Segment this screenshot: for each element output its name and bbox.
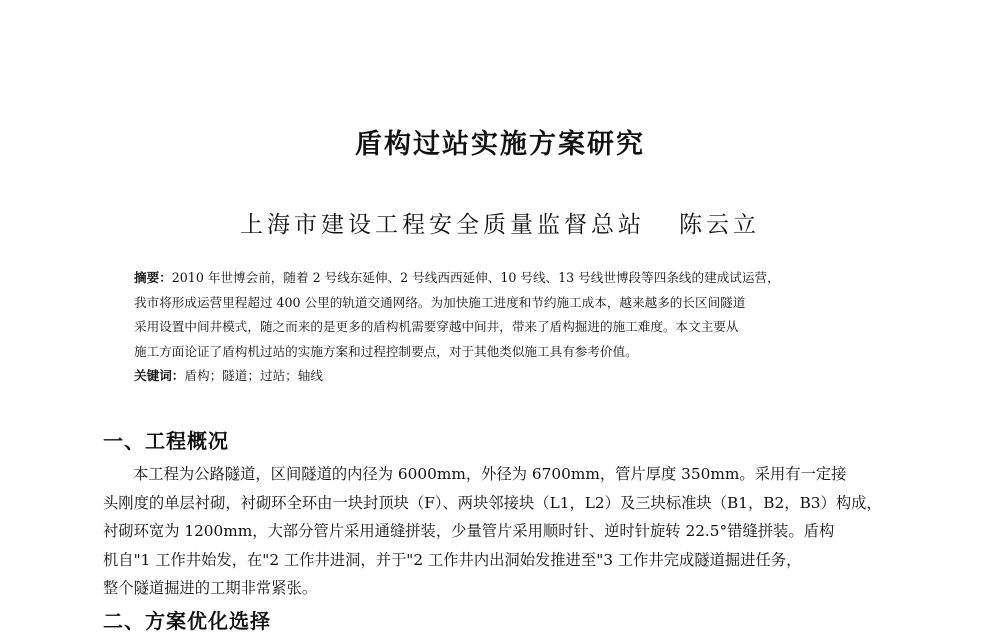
paragraph-line: 机自"1 工作井始发，在"2 工作井进洞，并于"2 工作井内出洞始发推进至"3 工作井完成隧道掘进任务，: [103, 550, 802, 569]
paragraph-line: 本工程为公路隧道，区间隧道的内径为 6000mm，外径为 6700mm，管片厚度 350mm。采用有一定接: [133, 465, 847, 483]
abstract: [134, 266, 874, 389]
paper-title: 盾构过站实施方案研究: [355, 129, 645, 160]
abstract-line: 我市将形成运营里程超过 400 公里的轨道交通网络。为加快施工进度和节约施工成本，越来越多的长区间隧道: [134, 294, 746, 310]
keywords: 盾构；隧道；过站；轴线: [184, 368, 323, 383]
abstract-label: 摘要：: [134, 270, 172, 285]
paragraph-line: 整个隧道掘进的工期非常紧张。: [103, 579, 318, 598]
author-name: 陈云立: [679, 212, 760, 238]
abstract-line: 采用设置中间井模式，随之而来的是更多的盾构机需要穿越中间井，带来了盾构掘进的施工难度。本文主要从: [134, 319, 739, 334]
keywords-label: 关键词：: [134, 368, 185, 383]
byline: [0, 206, 1000, 239]
keywords-line: [134, 364, 874, 389]
author-organization: 上海市建设工程安全质量监督总站: [240, 212, 645, 238]
paragraph-line: 衬砌环宽为 1200mm，大部分管片采用通缝拼装，少量管片采用顺时针、逆时针旋转 22.5°错缝拼装。盾构: [103, 522, 835, 541]
section-heading-1: 一、工程概况: [103, 429, 229, 453]
abstract-line: 施工方面论证了盾构机过站的实施方案和过程控制要点，对于其他类似施工具有参考价值。: [134, 343, 638, 359]
section-1-body: [103, 460, 913, 603]
paragraph-line: 头刚度的单层衬砌，衬砌环全环由一块封顶块（F）、两块邻接块（L1，L2）及三块标准块（B1，B2，B3）构成，: [103, 493, 882, 512]
section-heading-2: 二、方案优化选择: [103, 609, 271, 633]
abstract-line: 摘要：2010 年世博会前，随着 2 号线东延伸、2 号线西西延伸、10 号线、13 号线世博段等四条线的建成试运营，: [134, 270, 780, 285]
